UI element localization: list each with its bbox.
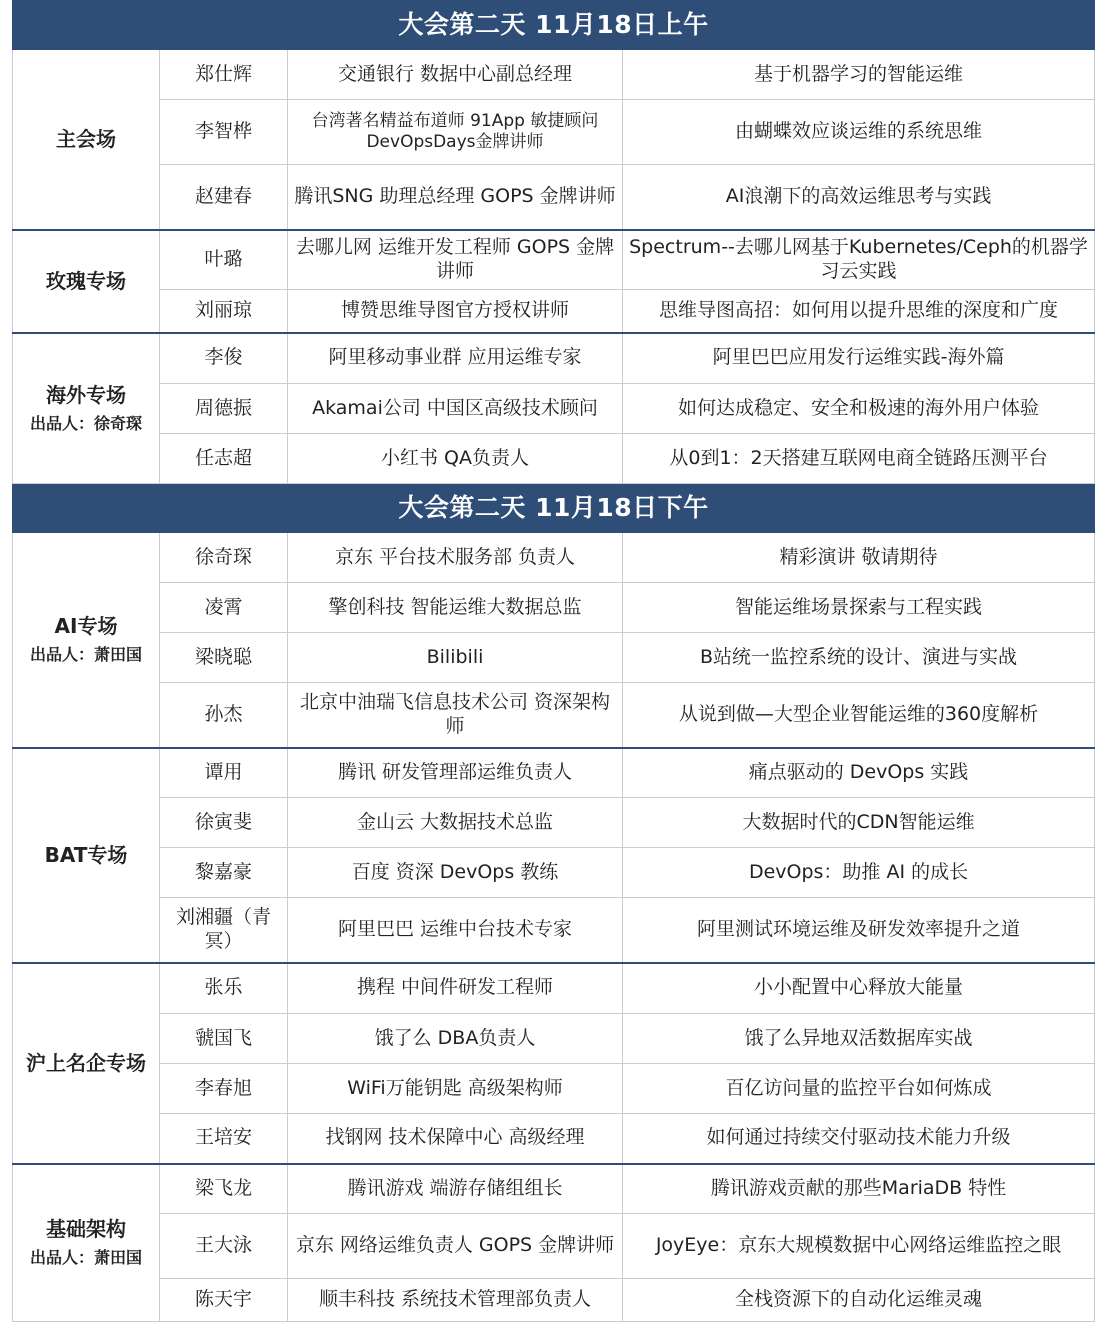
talk-topic: 如何达成稳定、安全和极速的海外用户体验 — [623, 384, 1095, 434]
speaker-name: 虢国飞 — [160, 1014, 288, 1064]
talk-topic: 全栈资源下的自动化运维灵魂 — [623, 1279, 1095, 1322]
speaker-company: 腾讯 研发管理部运维负责人 — [288, 748, 623, 798]
session-row — [13, 963, 1095, 1014]
speaker-company: 交通银行 数据中心副总经理 — [288, 50, 623, 100]
speaker-name: 王培安 — [160, 1114, 288, 1164]
speaker-name: 郑仕辉 — [160, 50, 288, 100]
speaker-name: 陈天宇 — [160, 1279, 288, 1322]
session-row — [13, 50, 1095, 100]
session-row — [13, 848, 1095, 898]
schedule-table — [12, 0, 1095, 1322]
section-header-row — [13, 484, 1095, 533]
talk-topic: B站统一监控系统的设计、演进与实战 — [623, 633, 1095, 683]
talk-topic: 百亿访问量的监控平台如何炼成 — [623, 1064, 1095, 1114]
section-header-row — [13, 1, 1095, 50]
talk-topic: 基于机器学习的智能运维 — [623, 50, 1095, 100]
venue-cell — [13, 963, 160, 1164]
speaker-name: 任志超 — [160, 434, 288, 484]
talk-topic: 智能运维场景探索与工程实践 — [623, 583, 1095, 633]
venue-cell — [13, 533, 160, 748]
talk-topic: 从0到1：2天搭建互联网电商全链路压测平台 — [623, 434, 1095, 484]
talk-topic: 思维导图高招：如何用以提升思维的深度和广度 — [623, 290, 1095, 333]
speaker-name: 凌霄 — [160, 583, 288, 633]
talk-topic: JoyEye：京东大规模数据中心网络运维监控之眼 — [623, 1214, 1095, 1279]
speaker-name: 周德振 — [160, 384, 288, 434]
producer-label: 出品人：徐奇琛 — [29, 413, 142, 433]
speaker-name: 徐奇琛 — [160, 533, 288, 583]
speaker-company: 擎创科技 智能运维大数据总监 — [288, 583, 623, 633]
session-row — [13, 748, 1095, 798]
speaker-company: 京东 平台技术服务部 负责人 — [288, 533, 623, 583]
speaker-company: 找钢网 技术保障中心 高级经理 — [288, 1114, 623, 1164]
speaker-name: 刘丽琼 — [160, 290, 288, 333]
talk-topic: Spectrum--去哪儿网基于Kubernetes/Ceph的机器学习云实践 — [623, 230, 1095, 290]
talk-topic: 精彩演讲 敬请期待 — [623, 533, 1095, 583]
session-row — [13, 434, 1095, 484]
section-title: 大会第二天 11月18日下午 — [13, 484, 1095, 533]
speaker-name: 张乐 — [160, 963, 288, 1014]
venue-cell — [13, 230, 160, 333]
speaker-name: 赵建春 — [160, 165, 288, 230]
speaker-company: 博赞思维导图官方授权讲师 — [288, 290, 623, 333]
talk-topic: 阿里测试环境运维及研发效率提升之道 — [623, 898, 1095, 963]
venue-name: BAT专场 — [44, 842, 128, 867]
talk-topic: 如何通过持续交付驱动技术能力升级 — [623, 1114, 1095, 1164]
session-row — [13, 1279, 1095, 1322]
talk-topic: DevOps：助推 AI 的成长 — [623, 848, 1095, 898]
session-row — [13, 683, 1095, 748]
speaker-name: 梁飞龙 — [160, 1164, 288, 1214]
venue-cell — [13, 333, 160, 484]
speaker-company: 阿里巴巴 运维中台技术专家 — [288, 898, 623, 963]
session-row — [13, 384, 1095, 434]
talk-topic: 从说到做—大型企业智能运维的360度解析 — [623, 683, 1095, 748]
speaker-name: 徐寅斐 — [160, 798, 288, 848]
session-row — [13, 333, 1095, 384]
speaker-company: 北京中油瑞飞信息技术公司 资深架构师 — [288, 683, 623, 748]
session-row — [13, 1114, 1095, 1164]
talk-topic: 腾讯游戏贡献的那些MariaDB 特性 — [623, 1164, 1095, 1214]
talk-topic: 由蝴蝶效应谈运维的系统思维 — [623, 100, 1095, 165]
speaker-company: WiFi万能钥匙 高级架构师 — [288, 1064, 623, 1114]
section-title: 大会第二天 11月18日上午 — [13, 1, 1095, 50]
venue-cell — [13, 1164, 160, 1322]
speaker-company: 阿里移动事业群 应用运维专家 — [288, 333, 623, 384]
session-row — [13, 165, 1095, 230]
speaker-name: 王大泳 — [160, 1214, 288, 1279]
session-row — [13, 798, 1095, 848]
session-row — [13, 583, 1095, 633]
venue-name: 基础架构 — [46, 1217, 126, 1242]
speaker-name: 孙杰 — [160, 683, 288, 748]
speaker-company: 携程 中间件研发工程师 — [288, 963, 623, 1014]
session-row — [13, 898, 1095, 963]
producer-label: 出品人：萧田国 — [29, 1248, 142, 1268]
speaker-company: Akamai公司 中国区高级技术顾问 — [288, 384, 623, 434]
speaker-company: 京东 网络运维负责人 GOPS 金牌讲师 — [288, 1214, 623, 1279]
session-row — [13, 290, 1095, 333]
venue-name: AI专场 — [54, 614, 118, 639]
session-row — [13, 100, 1095, 165]
speaker-name: 黎嘉豪 — [160, 848, 288, 898]
speaker-company: 去哪儿网 运维开发工程师 GOPS 金牌讲师 — [288, 230, 623, 290]
speaker-company: 饿了么 DBA负责人 — [288, 1014, 623, 1064]
speaker-name: 谭用 — [160, 748, 288, 798]
talk-topic: 痛点驱动的 DevOps 实践 — [623, 748, 1095, 798]
speaker-company: 百度 资深 DevOps 教练 — [288, 848, 623, 898]
speaker-company: 台湾著名精益布道师 91App 敏捷顾问 DevOpsDays金牌讲师 — [288, 100, 623, 165]
speaker-name: 李春旭 — [160, 1064, 288, 1114]
session-row — [13, 533, 1095, 583]
speaker-company: 腾讯SNG 助理总经理 GOPS 金牌讲师 — [288, 165, 623, 230]
speaker-name: 刘湘疆（青冥） — [160, 898, 288, 963]
talk-topic: 小小配置中心释放大能量 — [623, 963, 1095, 1014]
venue-name: 沪上名企专场 — [26, 1050, 146, 1075]
session-row — [13, 1014, 1095, 1064]
venue-name: 玫瑰专场 — [46, 268, 126, 293]
session-row — [13, 633, 1095, 683]
session-row — [13, 230, 1095, 290]
session-row — [13, 1214, 1095, 1279]
talk-topic: AI浪潮下的高效运维思考与实践 — [623, 165, 1095, 230]
venue-cell — [13, 748, 160, 963]
session-row — [13, 1064, 1095, 1114]
speaker-name: 李俊 — [160, 333, 288, 384]
venue-name: 海外专场 — [46, 382, 126, 407]
speaker-company: Bilibili — [288, 633, 623, 683]
speaker-name: 李智桦 — [160, 100, 288, 165]
speaker-name: 叶璐 — [160, 230, 288, 290]
producer-label: 出品人：萧田国 — [29, 645, 142, 665]
venue-cell — [13, 50, 160, 230]
talk-topic: 饿了么异地双活数据库实战 — [623, 1014, 1095, 1064]
speaker-company: 金山云 大数据技术总监 — [288, 798, 623, 848]
venue-name: 主会场 — [56, 126, 116, 151]
speaker-company: 小红书 QA负责人 — [288, 434, 623, 484]
talk-topic: 大数据时代的CDN智能运维 — [623, 798, 1095, 848]
talk-topic: 阿里巴巴应用发行运维实践-海外篇 — [623, 333, 1095, 384]
session-row — [13, 1164, 1095, 1214]
speaker-company: 腾讯游戏 端游存储组组长 — [288, 1164, 623, 1214]
speaker-name: 梁晓聪 — [160, 633, 288, 683]
speaker-company: 顺丰科技 系统技术管理部负责人 — [288, 1279, 623, 1322]
